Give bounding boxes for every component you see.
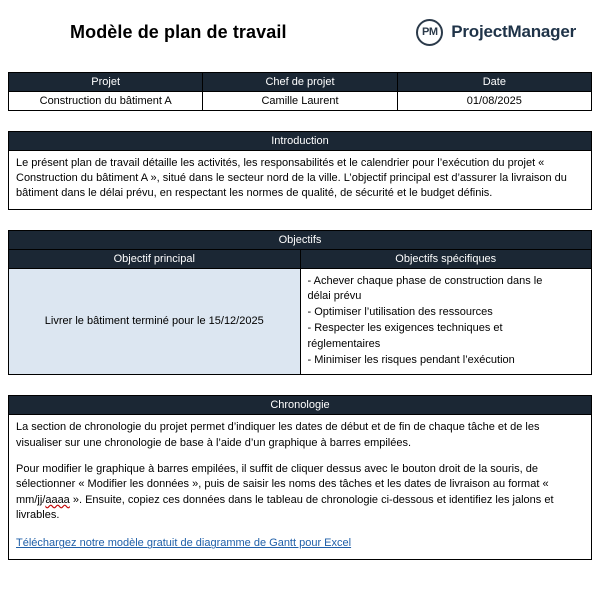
misspelled-word: aaaa: [45, 493, 70, 506]
brand-logo: [416, 19, 576, 46]
column-header-objectif-principal: Objectif principal: [9, 249, 301, 268]
objectif-specifique-line: - Respecter les exigences techniques et: [307, 322, 503, 335]
section-band-chronologie: Chronologie: [8, 395, 592, 414]
cell-chef-de-projet: Camille Laurent: [203, 92, 397, 111]
cell-projet: Construction du bâtiment A: [9, 92, 203, 111]
objectifs-section: [8, 230, 592, 376]
chronologie-paragraph-2: [16, 462, 584, 524]
introduction-section: [8, 131, 592, 210]
objectif-specifique-line: - Minimiser les risques pendant l’exécution: [307, 354, 515, 367]
project-manager-logo-icon: PM: [416, 19, 443, 46]
column-header-projet: Projet: [9, 73, 203, 92]
chronologie-text-part-2: ». Ensuite, copiez ces données dans le tableau de chronologie ci-dessous et identifiez les jalons et livrables.: [16, 493, 554, 522]
gantt-template-link[interactable]: Téléchargez notre modèle gratuit de diagramme de Gantt pour Excel: [16, 537, 352, 550]
column-header-chef-de-projet: Chef de projet: [203, 73, 397, 92]
objectif-specifique-line: - Optimiser l’utilisation des ressources: [307, 306, 493, 319]
objectifs-table: [8, 249, 592, 376]
table-row: [9, 92, 592, 111]
section-band-introduction: Introduction: [8, 131, 592, 150]
table-header-row: [9, 73, 592, 92]
cell-objectifs-specifiques: [300, 268, 592, 375]
chronologie-text-part-1: Pour modifier le graphique à barres empilées, il suffit de cliquer dessus avec le bouton droit de la souris, de sélectionner « Modifier les données », puis de saisir les noms des tâches et les dates de livraison au format « mm/jj/: [16, 462, 549, 506]
section-band-objectifs: Objectifs: [8, 230, 592, 249]
introduction-body: [8, 150, 592, 210]
project-info-table: [8, 72, 592, 111]
column-header-objectifs-specifiques: Objectifs spécifiques: [300, 249, 592, 268]
introduction-paragraph: Le présent plan de travail détaille les activités, les responsabilités et le calendrier pour l’exécution du projet « Construction du bâtiment A », situé dans le secteur nord de la ville. L’objectif principal est d’assurer la livraison du bâtiment dans le délai prévu, en respectant les normes de qualité, de sécurité et le budget définis.: [16, 157, 567, 200]
chronologie-body: [8, 414, 592, 560]
page-title: Modèle de plan de travail: [70, 21, 287, 42]
project-info-block: [8, 72, 592, 111]
chronologie-section: [8, 395, 592, 560]
cell-objectif-principal: Livrer le bâtiment terminé pour le 15/12/2025: [9, 268, 301, 375]
cell-date: 01/08/2025: [397, 92, 591, 111]
column-header-date: Date: [397, 73, 591, 92]
brand-name: ProjectManager: [451, 22, 576, 41]
objectif-specifique-line: - Achever chaque phase de construction dans le: [307, 274, 543, 287]
objectifs-row: [9, 268, 592, 375]
objectifs-header-row: [9, 249, 592, 268]
chronologie-paragraph-1: La section de chronologie du projet permet d’indiquer les dates de début et de fin de chaque tâche et de les visualiser sur une chronologie de base à l’aide d’un graphique à barres empilées.: [16, 421, 540, 449]
document-header: [8, 0, 592, 56]
objectif-specifique-line: réglementaires: [307, 338, 381, 351]
objectif-specifique-line: délai prévu: [307, 290, 362, 303]
